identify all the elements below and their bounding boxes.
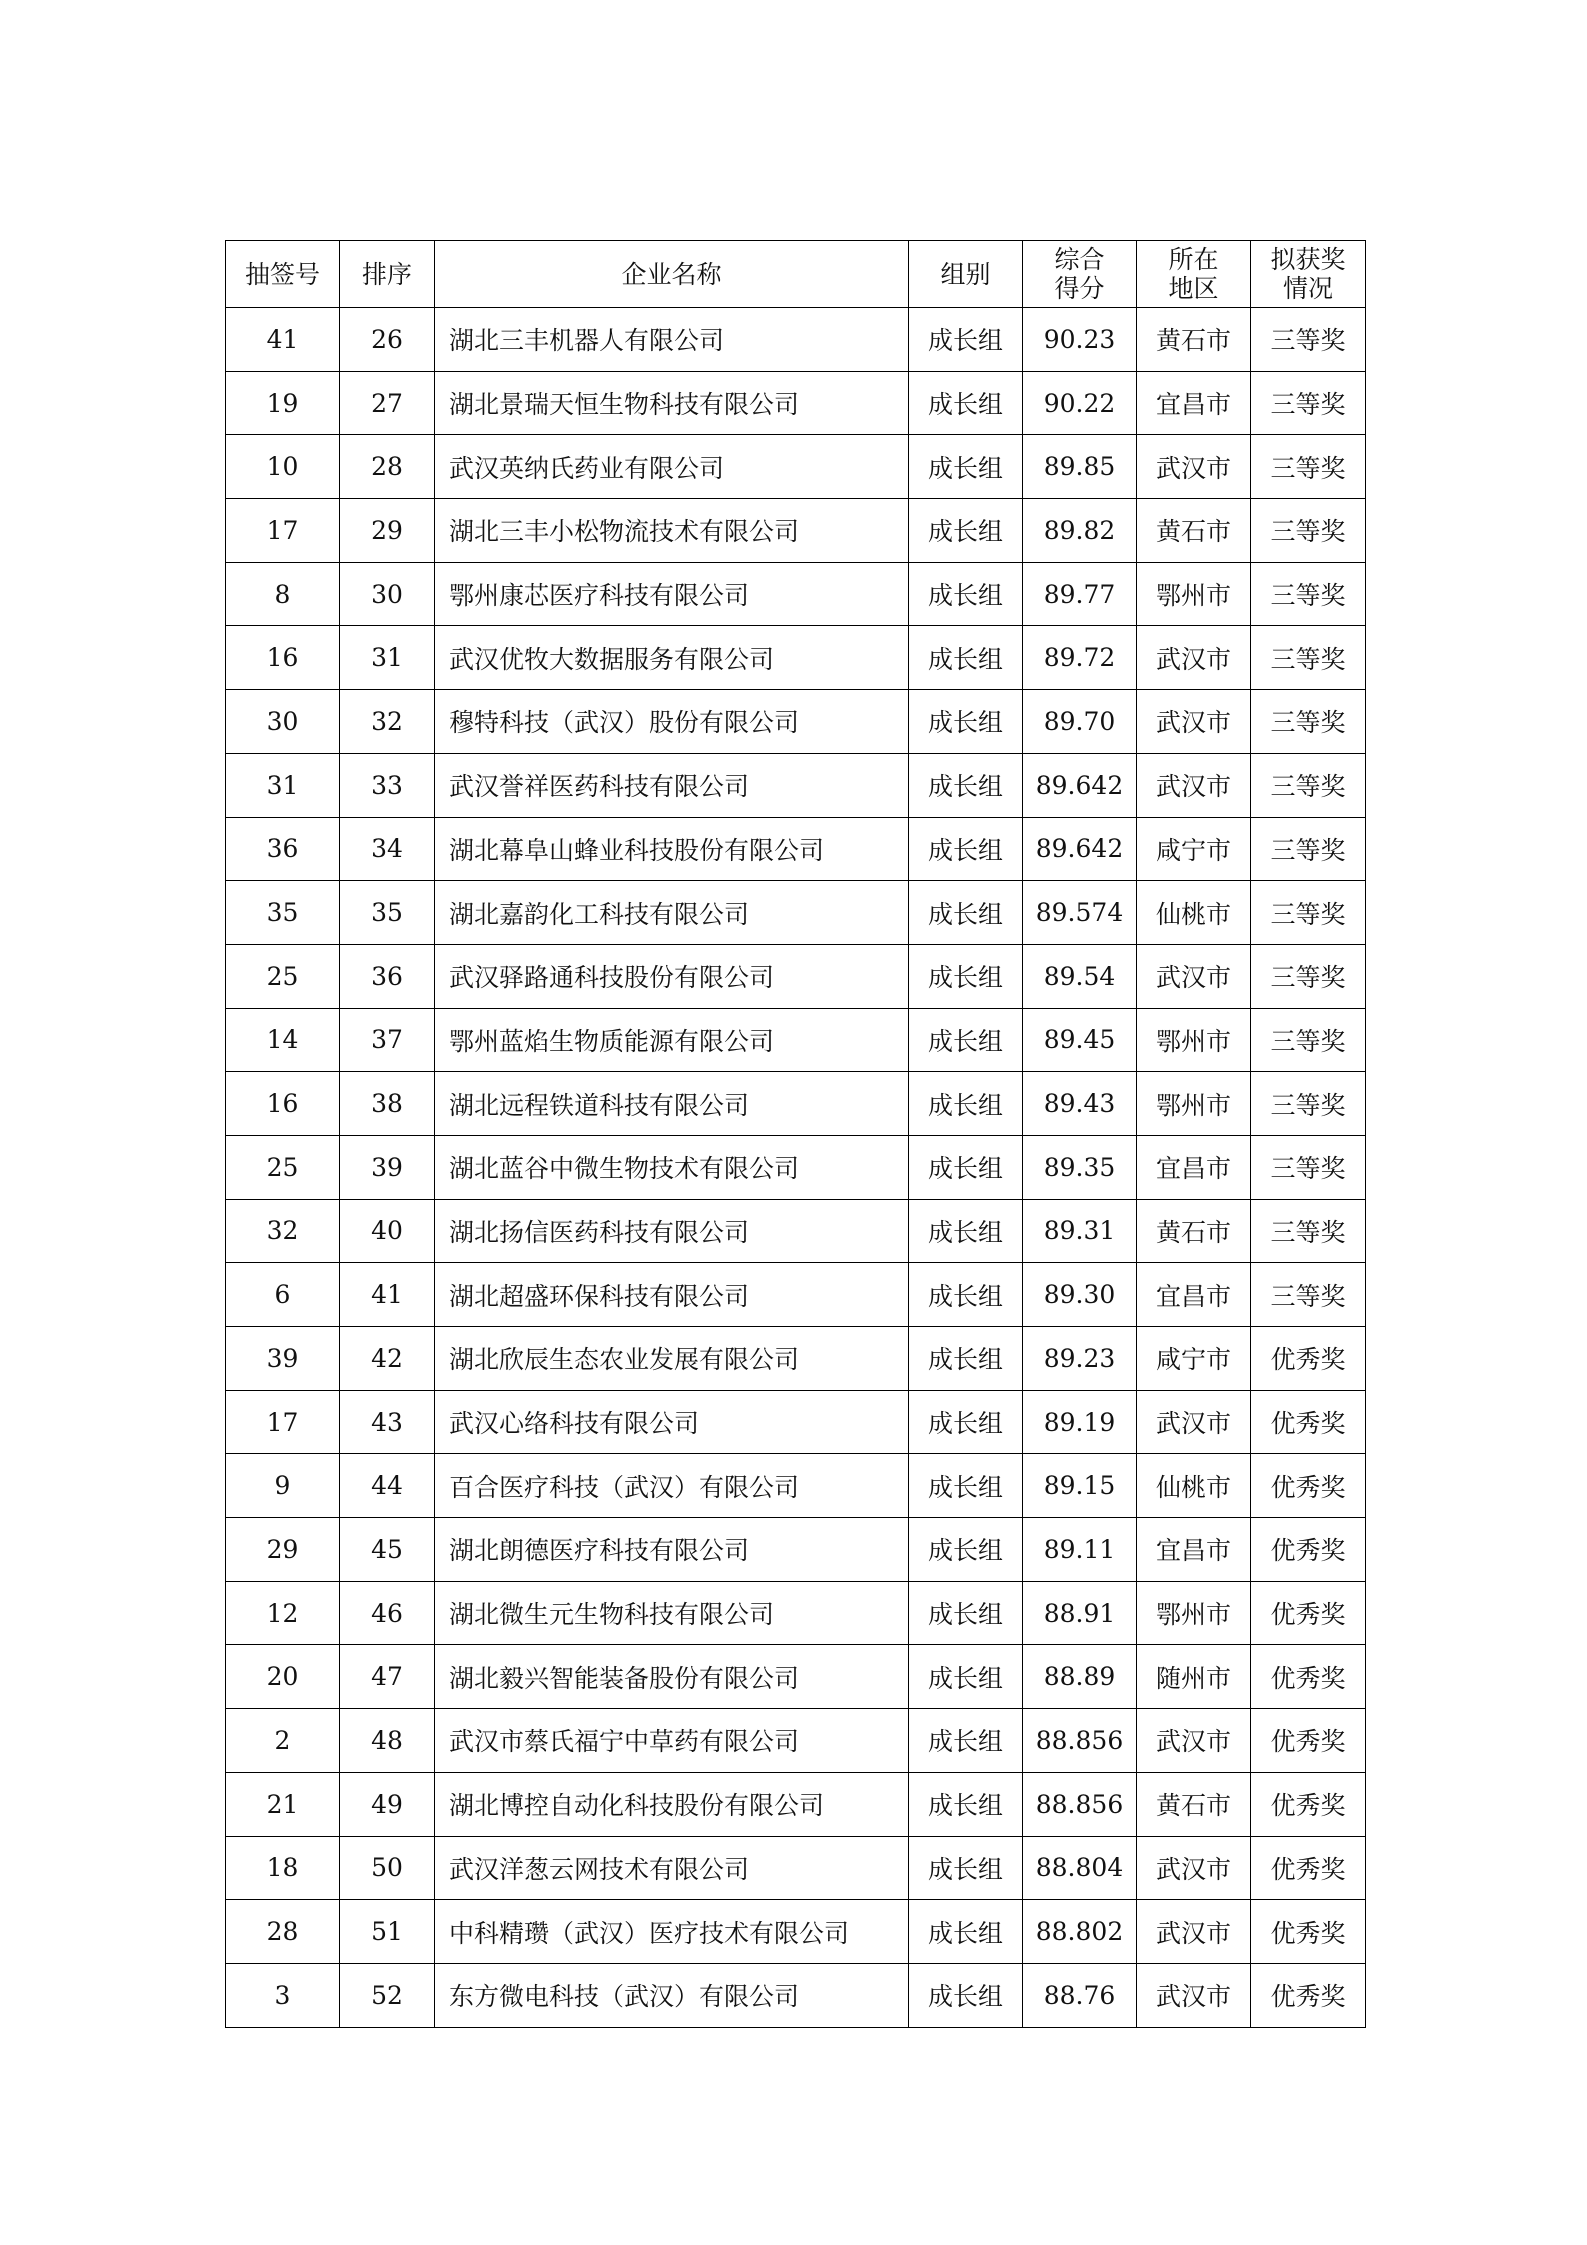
rank-cell: 26 xyxy=(340,308,435,372)
rank-cell: 42 xyxy=(340,1327,435,1391)
table-row xyxy=(226,1072,1366,1136)
award-cell: 优秀奖 xyxy=(1251,1900,1366,1964)
score-cell: 90.22 xyxy=(1023,371,1137,435)
score-cell: 89.35 xyxy=(1023,1135,1137,1199)
award-cell: 三等奖 xyxy=(1251,1263,1366,1327)
table-row xyxy=(226,1263,1366,1327)
award-cell: 优秀奖 xyxy=(1251,1645,1366,1709)
region-cell: 宜昌市 xyxy=(1137,1135,1251,1199)
award-cell: 三等奖 xyxy=(1251,753,1366,817)
company-name-cell: 湖北三丰小松物流技术有限公司 xyxy=(435,499,909,563)
group-cell: 成长组 xyxy=(909,1581,1023,1645)
header-company-name: 企业名称 xyxy=(435,241,909,308)
group-cell: 成长组 xyxy=(909,1263,1023,1327)
group-cell: 成长组 xyxy=(909,753,1023,817)
award-cell: 优秀奖 xyxy=(1251,1772,1366,1836)
company-name-cell: 湖北欣辰生态农业发展有限公司 xyxy=(435,1327,909,1391)
group-cell: 成长组 xyxy=(909,435,1023,499)
table-header-row xyxy=(226,241,1366,308)
table-row xyxy=(226,753,1366,817)
award-table xyxy=(225,240,1366,2028)
table-row xyxy=(226,1008,1366,1072)
table-row xyxy=(226,817,1366,881)
group-cell: 成长组 xyxy=(909,1900,1023,1964)
group-cell: 成长组 xyxy=(909,1645,1023,1709)
draw-number-cell: 30 xyxy=(226,690,340,754)
draw-number-cell: 19 xyxy=(226,371,340,435)
header-rank: 排序 xyxy=(340,241,435,308)
table-row xyxy=(226,1199,1366,1263)
company-name-cell: 穆特科技（武汉）股份有限公司 xyxy=(435,690,909,754)
group-cell: 成长组 xyxy=(909,499,1023,563)
group-cell: 成长组 xyxy=(909,1008,1023,1072)
award-cell: 优秀奖 xyxy=(1251,1709,1366,1773)
table-row xyxy=(226,1581,1366,1645)
award-cell: 三等奖 xyxy=(1251,1135,1366,1199)
group-cell: 成长组 xyxy=(909,1836,1023,1900)
draw-number-cell: 20 xyxy=(226,1645,340,1709)
rank-cell: 44 xyxy=(340,1454,435,1518)
score-cell: 89.11 xyxy=(1023,1518,1137,1582)
group-cell: 成长组 xyxy=(909,562,1023,626)
score-cell: 89.45 xyxy=(1023,1008,1137,1072)
rank-cell: 34 xyxy=(340,817,435,881)
region-cell: 武汉市 xyxy=(1137,1390,1251,1454)
group-cell: 成长组 xyxy=(909,944,1023,1008)
rank-cell: 39 xyxy=(340,1135,435,1199)
draw-number-cell: 16 xyxy=(226,1072,340,1136)
award-cell: 三等奖 xyxy=(1251,308,1366,372)
award-cell: 三等奖 xyxy=(1251,435,1366,499)
award-cell: 三等奖 xyxy=(1251,1199,1366,1263)
table-row xyxy=(226,1900,1366,1964)
company-name-cell: 湖北幕阜山蜂业科技股份有限公司 xyxy=(435,817,909,881)
company-name-cell: 武汉心络科技有限公司 xyxy=(435,1390,909,1454)
header-draw-number: 抽签号 xyxy=(226,241,340,308)
group-cell: 成长组 xyxy=(909,881,1023,945)
award-cell: 优秀奖 xyxy=(1251,1581,1366,1645)
score-cell: 89.77 xyxy=(1023,562,1137,626)
draw-number-cell: 39 xyxy=(226,1327,340,1391)
draw-number-cell: 16 xyxy=(226,626,340,690)
draw-number-cell: 21 xyxy=(226,1772,340,1836)
region-cell: 鄂州市 xyxy=(1137,1008,1251,1072)
score-cell: 89.23 xyxy=(1023,1327,1137,1391)
award-cell: 三等奖 xyxy=(1251,1008,1366,1072)
score-cell: 89.70 xyxy=(1023,690,1137,754)
rank-cell: 36 xyxy=(340,944,435,1008)
group-cell: 成长组 xyxy=(909,817,1023,881)
score-cell: 88.76 xyxy=(1023,1963,1137,2027)
score-cell: 88.804 xyxy=(1023,1836,1137,1900)
table-row xyxy=(226,1135,1366,1199)
draw-number-cell: 36 xyxy=(226,817,340,881)
region-cell: 仙桃市 xyxy=(1137,1454,1251,1518)
company-name-cell: 湖北扬信医药科技有限公司 xyxy=(435,1199,909,1263)
company-name-cell: 武汉洋葱云网技术有限公司 xyxy=(435,1836,909,1900)
table-row xyxy=(226,1772,1366,1836)
region-cell: 鄂州市 xyxy=(1137,1072,1251,1136)
company-name-cell: 武汉市蔡氏福宁中草药有限公司 xyxy=(435,1709,909,1773)
region-cell: 仙桃市 xyxy=(1137,881,1251,945)
rank-cell: 28 xyxy=(340,435,435,499)
award-cell: 优秀奖 xyxy=(1251,1454,1366,1518)
region-cell: 鄂州市 xyxy=(1137,1581,1251,1645)
score-cell: 89.30 xyxy=(1023,1263,1137,1327)
rank-cell: 43 xyxy=(340,1390,435,1454)
group-cell: 成长组 xyxy=(909,1072,1023,1136)
group-cell: 成长组 xyxy=(909,1709,1023,1773)
draw-number-cell: 31 xyxy=(226,753,340,817)
region-cell: 武汉市 xyxy=(1137,626,1251,690)
rank-cell: 47 xyxy=(340,1645,435,1709)
company-name-cell: 武汉优牧大数据服务有限公司 xyxy=(435,626,909,690)
table-row xyxy=(226,626,1366,690)
rank-cell: 49 xyxy=(340,1772,435,1836)
company-name-cell: 湖北远程铁道科技有限公司 xyxy=(435,1072,909,1136)
draw-number-cell: 3 xyxy=(226,1963,340,2027)
table-row xyxy=(226,881,1366,945)
draw-number-cell: 6 xyxy=(226,1263,340,1327)
company-name-cell: 武汉驿路通科技股份有限公司 xyxy=(435,944,909,1008)
group-cell: 成长组 xyxy=(909,1327,1023,1391)
award-cell: 三等奖 xyxy=(1251,881,1366,945)
company-name-cell: 湖北三丰机器人有限公司 xyxy=(435,308,909,372)
company-name-cell: 百合医疗科技（武汉）有限公司 xyxy=(435,1454,909,1518)
region-cell: 武汉市 xyxy=(1137,1900,1251,1964)
region-cell: 鄂州市 xyxy=(1137,562,1251,626)
award-cell: 三等奖 xyxy=(1251,690,1366,754)
region-cell: 黄石市 xyxy=(1137,499,1251,563)
draw-number-cell: 25 xyxy=(226,1135,340,1199)
draw-number-cell: 29 xyxy=(226,1518,340,1582)
company-name-cell: 武汉誉祥医药科技有限公司 xyxy=(435,753,909,817)
draw-number-cell: 32 xyxy=(226,1199,340,1263)
award-cell: 优秀奖 xyxy=(1251,1390,1366,1454)
group-cell: 成长组 xyxy=(909,1772,1023,1836)
rank-cell: 30 xyxy=(340,562,435,626)
score-cell: 89.19 xyxy=(1023,1390,1137,1454)
draw-number-cell: 17 xyxy=(226,499,340,563)
score-cell: 88.856 xyxy=(1023,1772,1137,1836)
draw-number-cell: 12 xyxy=(226,1581,340,1645)
award-cell: 三等奖 xyxy=(1251,626,1366,690)
region-cell: 武汉市 xyxy=(1137,690,1251,754)
header-region: 所在 地区 xyxy=(1137,241,1251,308)
rank-cell: 35 xyxy=(340,881,435,945)
table-row xyxy=(226,1963,1366,2027)
score-cell: 89.82 xyxy=(1023,499,1137,563)
award-cell: 三等奖 xyxy=(1251,944,1366,1008)
table-row xyxy=(226,1645,1366,1709)
table-row xyxy=(226,1836,1366,1900)
draw-number-cell: 10 xyxy=(226,435,340,499)
table-row xyxy=(226,562,1366,626)
group-cell: 成长组 xyxy=(909,690,1023,754)
region-cell: 武汉市 xyxy=(1137,1836,1251,1900)
table-row xyxy=(226,371,1366,435)
company-name-cell: 湖北景瑞天恒生物科技有限公司 xyxy=(435,371,909,435)
company-name-cell: 鄂州蓝焰生物质能源有限公司 xyxy=(435,1008,909,1072)
score-cell: 89.31 xyxy=(1023,1199,1137,1263)
group-cell: 成长组 xyxy=(909,1199,1023,1263)
score-cell: 89.72 xyxy=(1023,626,1137,690)
rank-cell: 32 xyxy=(340,690,435,754)
rank-cell: 40 xyxy=(340,1199,435,1263)
draw-number-cell: 18 xyxy=(226,1836,340,1900)
draw-number-cell: 17 xyxy=(226,1390,340,1454)
group-cell: 成长组 xyxy=(909,1518,1023,1582)
score-cell: 89.642 xyxy=(1023,753,1137,817)
score-cell: 88.802 xyxy=(1023,1900,1137,1964)
rank-cell: 31 xyxy=(340,626,435,690)
region-cell: 咸宁市 xyxy=(1137,817,1251,881)
group-cell: 成长组 xyxy=(909,308,1023,372)
draw-number-cell: 41 xyxy=(226,308,340,372)
region-cell: 黄石市 xyxy=(1137,1199,1251,1263)
region-cell: 咸宁市 xyxy=(1137,1327,1251,1391)
award-cell: 三等奖 xyxy=(1251,371,1366,435)
company-name-cell: 湖北朗德医疗科技有限公司 xyxy=(435,1518,909,1582)
draw-number-cell: 14 xyxy=(226,1008,340,1072)
score-cell: 88.91 xyxy=(1023,1581,1137,1645)
group-cell: 成长组 xyxy=(909,371,1023,435)
draw-number-cell: 28 xyxy=(226,1900,340,1964)
rank-cell: 52 xyxy=(340,1963,435,2027)
header-award: 拟获奖 情况 xyxy=(1251,241,1366,308)
region-cell: 武汉市 xyxy=(1137,435,1251,499)
rank-cell: 29 xyxy=(340,499,435,563)
header-group: 组别 xyxy=(909,241,1023,308)
company-name-cell: 东方微电科技（武汉）有限公司 xyxy=(435,1963,909,2027)
draw-number-cell: 25 xyxy=(226,944,340,1008)
company-name-cell: 湖北蓝谷中微生物技术有限公司 xyxy=(435,1135,909,1199)
draw-number-cell: 9 xyxy=(226,1454,340,1518)
award-cell: 三等奖 xyxy=(1251,1072,1366,1136)
table-row xyxy=(226,308,1366,372)
draw-number-cell: 35 xyxy=(226,881,340,945)
company-name-cell: 湖北博控自动化科技股份有限公司 xyxy=(435,1772,909,1836)
draw-number-cell: 8 xyxy=(226,562,340,626)
company-name-cell: 湖北嘉韵化工科技有限公司 xyxy=(435,881,909,945)
region-cell: 武汉市 xyxy=(1137,1963,1251,2027)
region-cell: 宜昌市 xyxy=(1137,1263,1251,1327)
table-row xyxy=(226,1709,1366,1773)
award-cell: 三等奖 xyxy=(1251,817,1366,881)
table-row xyxy=(226,1390,1366,1454)
score-cell: 89.85 xyxy=(1023,435,1137,499)
table-row xyxy=(226,690,1366,754)
award-cell: 优秀奖 xyxy=(1251,1518,1366,1582)
region-cell: 武汉市 xyxy=(1137,944,1251,1008)
group-cell: 成长组 xyxy=(909,626,1023,690)
region-cell: 宜昌市 xyxy=(1137,1518,1251,1582)
region-cell: 黄石市 xyxy=(1137,308,1251,372)
header-score: 综合 得分 xyxy=(1023,241,1137,308)
rank-cell: 27 xyxy=(340,371,435,435)
rank-cell: 51 xyxy=(340,1900,435,1964)
rank-cell: 50 xyxy=(340,1836,435,1900)
table-row xyxy=(226,435,1366,499)
rank-cell: 38 xyxy=(340,1072,435,1136)
score-cell: 89.54 xyxy=(1023,944,1137,1008)
score-cell: 90.23 xyxy=(1023,308,1137,372)
table-row xyxy=(226,1454,1366,1518)
region-cell: 黄石市 xyxy=(1137,1772,1251,1836)
award-cell: 三等奖 xyxy=(1251,562,1366,626)
score-cell: 88.856 xyxy=(1023,1709,1137,1773)
rank-cell: 46 xyxy=(340,1581,435,1645)
draw-number-cell: 2 xyxy=(226,1709,340,1773)
table-row xyxy=(226,1327,1366,1391)
region-cell: 随州市 xyxy=(1137,1645,1251,1709)
region-cell: 武汉市 xyxy=(1137,753,1251,817)
award-cell: 优秀奖 xyxy=(1251,1327,1366,1391)
company-name-cell: 中科精瓒（武汉）医疗技术有限公司 xyxy=(435,1900,909,1964)
rank-cell: 33 xyxy=(340,753,435,817)
table-row xyxy=(226,944,1366,1008)
award-cell: 优秀奖 xyxy=(1251,1836,1366,1900)
score-cell: 89.43 xyxy=(1023,1072,1137,1136)
rank-cell: 48 xyxy=(340,1709,435,1773)
score-cell: 89.574 xyxy=(1023,881,1137,945)
region-cell: 武汉市 xyxy=(1137,1709,1251,1773)
company-name-cell: 湖北超盛环保科技有限公司 xyxy=(435,1263,909,1327)
company-name-cell: 湖北毅兴智能装备股份有限公司 xyxy=(435,1645,909,1709)
rank-cell: 45 xyxy=(340,1518,435,1582)
rank-cell: 41 xyxy=(340,1263,435,1327)
table-row xyxy=(226,1518,1366,1582)
score-cell: 89.642 xyxy=(1023,817,1137,881)
group-cell: 成长组 xyxy=(909,1135,1023,1199)
award-cell: 三等奖 xyxy=(1251,499,1366,563)
award-cell: 优秀奖 xyxy=(1251,1963,1366,2027)
score-cell: 89.15 xyxy=(1023,1454,1137,1518)
table-body xyxy=(226,308,1366,2028)
company-name-cell: 武汉英纳氏药业有限公司 xyxy=(435,435,909,499)
table-row xyxy=(226,499,1366,563)
rank-cell: 37 xyxy=(340,1008,435,1072)
group-cell: 成长组 xyxy=(909,1454,1023,1518)
region-cell: 宜昌市 xyxy=(1137,371,1251,435)
score-cell: 88.89 xyxy=(1023,1645,1137,1709)
company-name-cell: 鄂州康芯医疗科技有限公司 xyxy=(435,562,909,626)
company-name-cell: 湖北微生元生物科技有限公司 xyxy=(435,1581,909,1645)
group-cell: 成长组 xyxy=(909,1963,1023,2027)
group-cell: 成长组 xyxy=(909,1390,1023,1454)
